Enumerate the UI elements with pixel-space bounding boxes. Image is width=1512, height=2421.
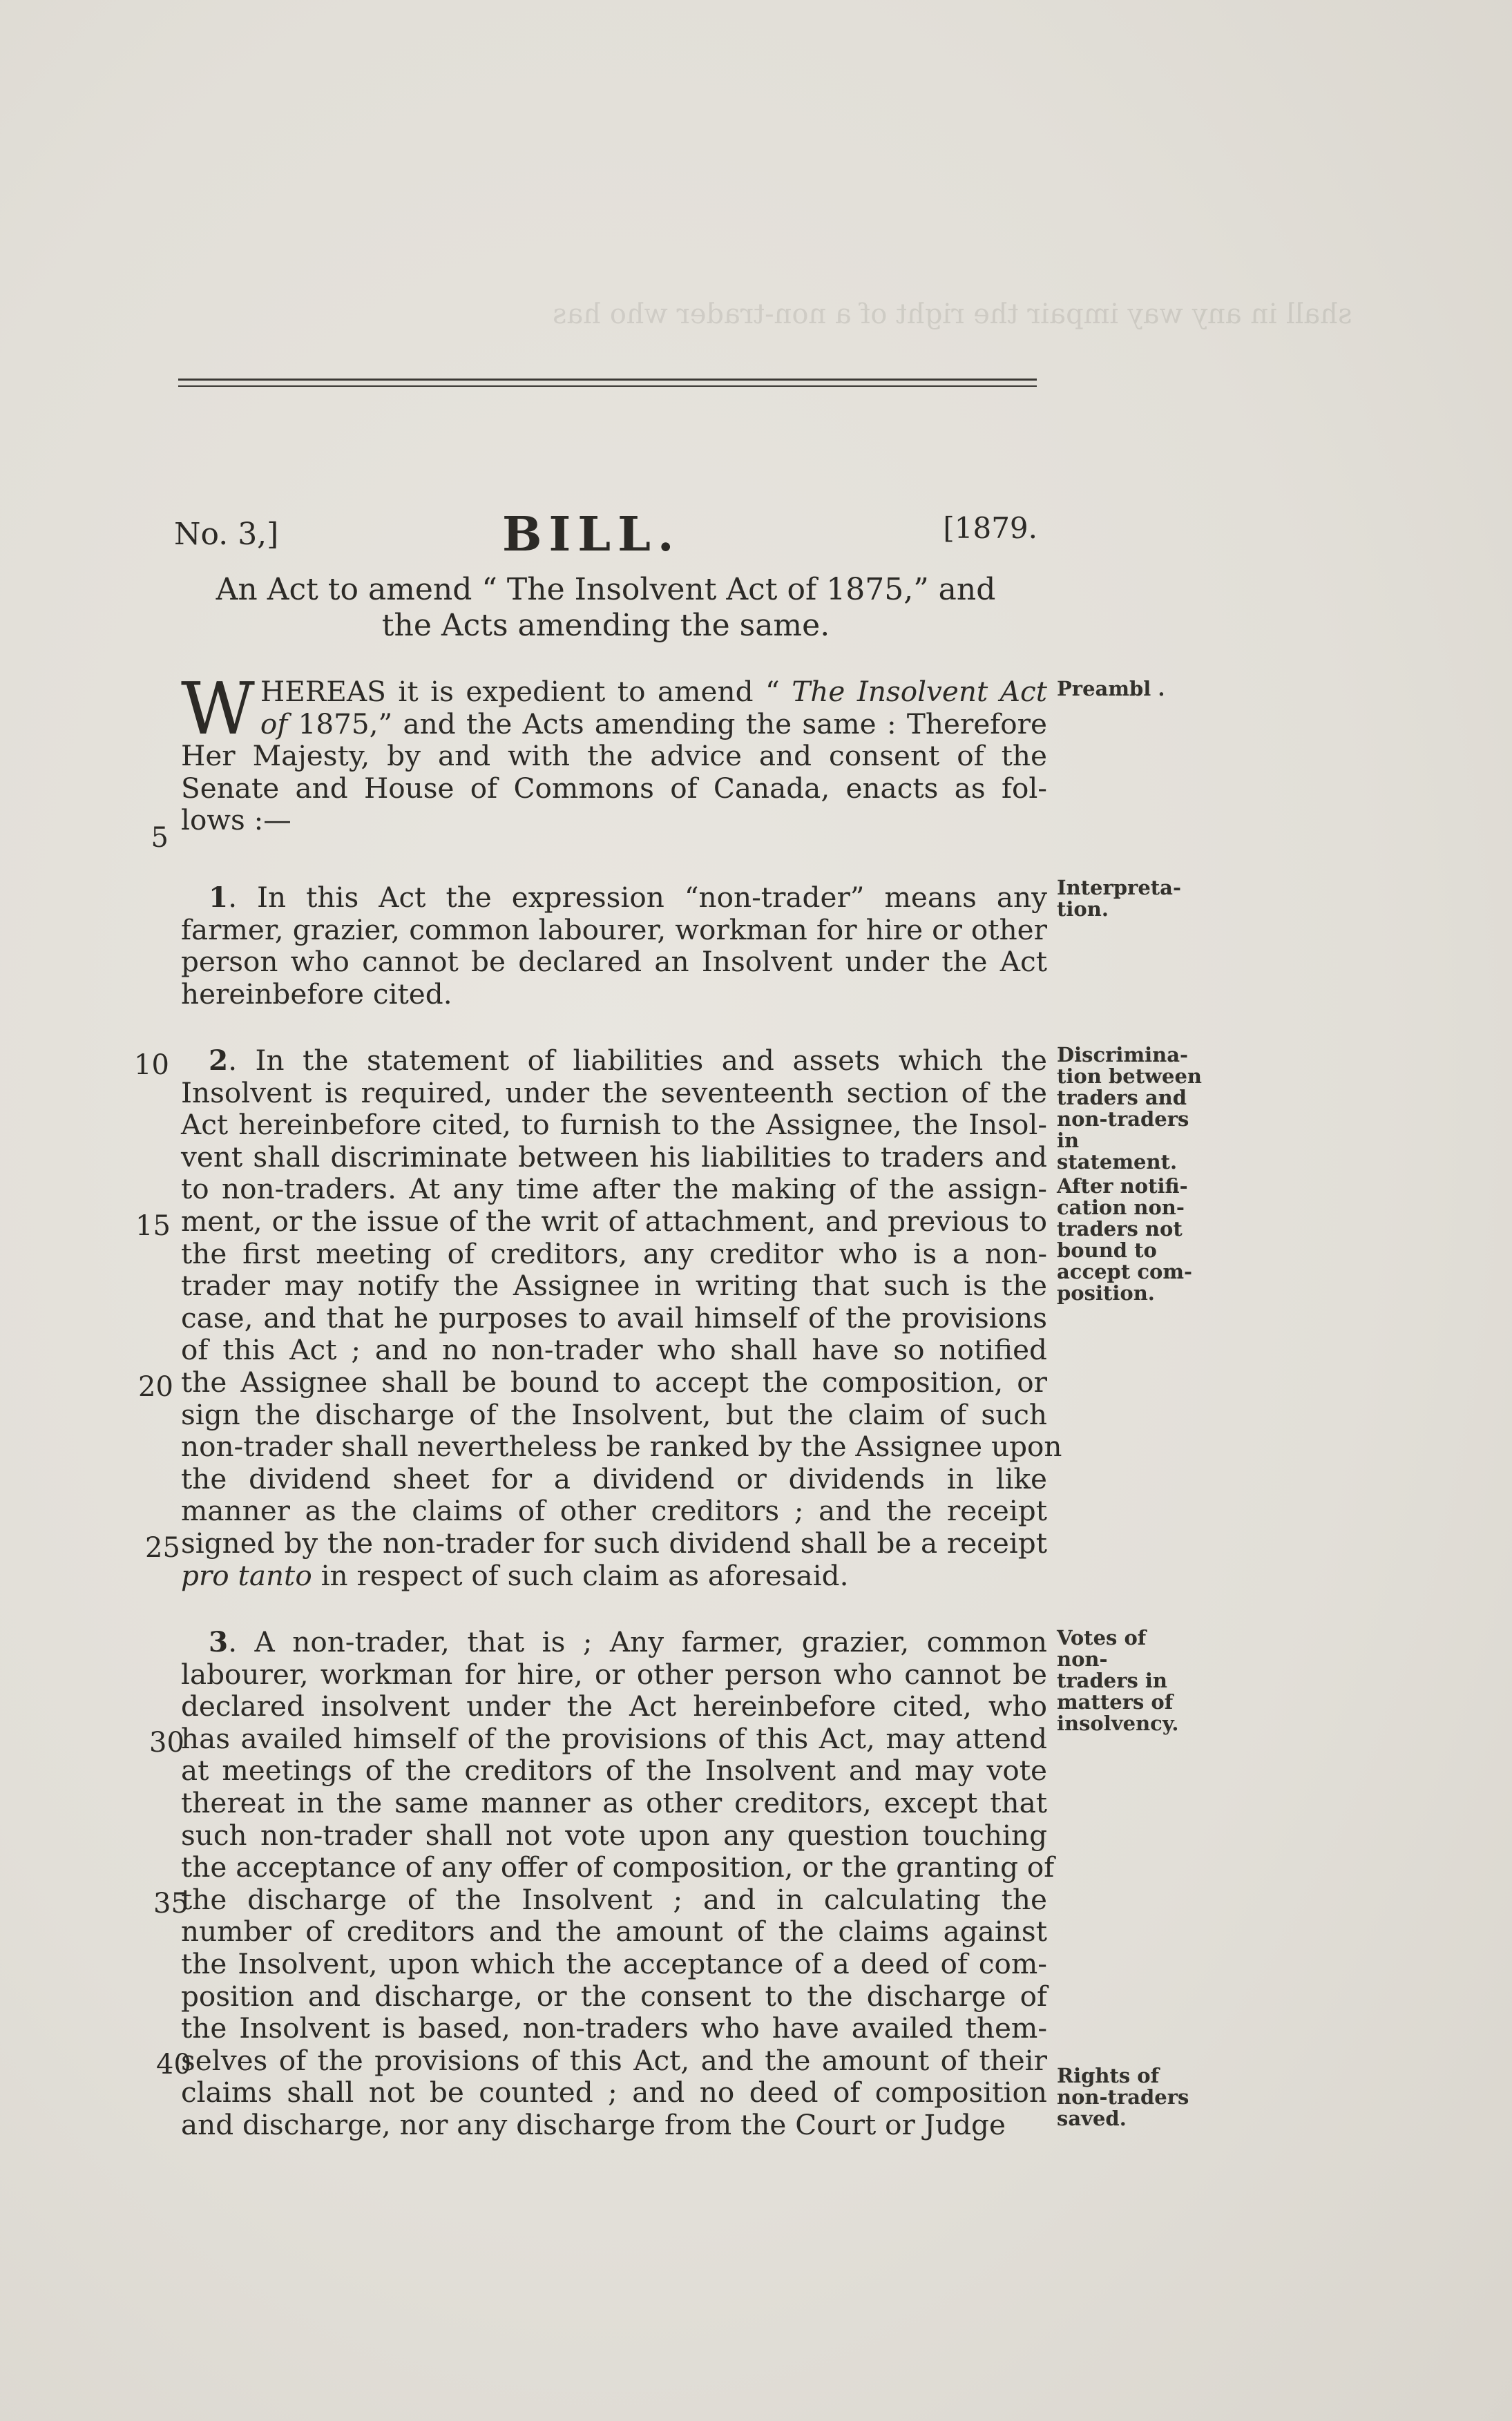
- margin-note-discrimination: Discrimina- tion between traders and non-traders in statement.: [1057, 1043, 1203, 1174]
- preamble-text: [181, 667, 1047, 837]
- section2-line-14: the dividend sheet for a dividend or dividends in like: [181, 1462, 1047, 1495]
- line-number-15: 15: [135, 1210, 171, 1242]
- section2-line-16: signed by the non-trader for such dividend shall be a receipt: [181, 1526, 1047, 1560]
- bleedthrough-text: shall in any way impair the right of a non-trader who has: [553, 298, 1352, 330]
- section3-line-12: position and discharge, or the consent to the discharge of: [181, 1979, 1047, 2013]
- top-rule-thin: [178, 385, 1037, 387]
- preamble-line-1: HEREAS it is expedient to amend “ The Insolvent Act: [260, 675, 1047, 708]
- section3-line-5: at meetings of the creditors of the Insolvent and may vote: [181, 1754, 1047, 1788]
- margin-note-interpretation: Interpreta- tion.: [1057, 876, 1182, 921]
- subtitle-line-2: the Acts amending the same.: [381, 608, 830, 643]
- section3-number: 3: [209, 1625, 229, 1658]
- section2-line-13: non-trader shall nevertheless be ranked by the Assignee upon: [181, 1430, 1062, 1464]
- margin-note-after-notification: After notifi- cation non- traders not bound to accept com- position.: [1057, 1174, 1193, 1305]
- section3-line-6: thereat in the same manner as other creditors, except that: [181, 1786, 1047, 1819]
- preamble-line-2: of 1875,” and the Acts amending the same : Therefore: [260, 707, 1047, 740]
- line-number-20: 20: [138, 1371, 173, 1403]
- section-1: [181, 881, 1047, 1010]
- section2-line-5: to non-traders. At any time after the making of the assign-: [181, 1172, 1047, 1206]
- section2-line-1: 2. In the statement of liabilities and assets which the: [209, 1044, 1047, 1077]
- line-number-30: 30: [149, 1727, 184, 1759]
- section2-line-8: trader may notify the Assignee in writing that such is the: [181, 1269, 1047, 1303]
- dropcap: W: [181, 667, 255, 751]
- line-number-35: 35: [153, 1888, 189, 1920]
- preamble-line-5: lows :—: [181, 803, 291, 837]
- section3-line-15: claims shall not be counted ; and no deed of composition: [181, 2076, 1047, 2109]
- section1-number: 1: [209, 881, 229, 914]
- section2-line-4: vent shall discriminate between his liabilities to traders and: [181, 1140, 1047, 1174]
- line-number-25: 25: [145, 1532, 180, 1564]
- section2-line-last: pro tanto in respect of such claim as aforesaid.: [181, 1558, 849, 1592]
- subtitle-line-1: An Act to amend “ The Insolvent Act of 1875,” and: [216, 572, 996, 607]
- section3-line-9: the discharge of the Insolvent ; and in calculating the: [181, 1882, 1047, 1916]
- line-number-40: 40: [156, 2049, 191, 2080]
- line-number-5: 5: [151, 822, 169, 854]
- section1-line-3: person who cannot be declared an Insolvent under the Act: [181, 945, 1047, 979]
- section2-line-7: the first meeting of creditors, any creditor who is a non-: [181, 1236, 1047, 1270]
- bill-year: [1879.: [943, 511, 1037, 545]
- section3-line-4: has availed himself of the provisions of this Act, may attend: [181, 1721, 1047, 1755]
- bill-number: No. 3,]: [174, 517, 279, 552]
- margin-note-preamble: Preambl .: [1057, 677, 1165, 700]
- section3-line-16: and discharge, nor any discharge from the Court or Judge: [181, 2107, 1006, 2141]
- preamble-line-3: Her Majesty, by and with the advice and consent of the: [181, 739, 1047, 773]
- section2-line-10: of this Act ; and no non-trader who shall have so notified: [181, 1333, 1047, 1367]
- section3-line-3: declared insolvent under the Act hereinbefore cited, who: [181, 1690, 1047, 1723]
- section2-line-15: manner as the claims of other creditors ; and the receipt: [181, 1494, 1047, 1528]
- margin-note-votes: Votes of non- traders in matters of insolvency.: [1057, 1626, 1179, 1735]
- section2-line-9: case, and that he purposes to avail himself of the provisions: [181, 1301, 1047, 1334]
- section1-line-4: hereinbefore cited.: [181, 977, 452, 1011]
- line-number-10: 10: [134, 1049, 169, 1081]
- section2-line-6: ment, or the issue of the writ of attachment, and previous to: [181, 1204, 1047, 1238]
- section3-line-2: labourer, workman for hire, or other person who cannot be: [181, 1657, 1047, 1691]
- bill-title: BILL.: [502, 507, 681, 562]
- section-3: [181, 1625, 1055, 2141]
- section3-line-10: number of creditors and the amount of the claims against: [181, 1915, 1047, 1949]
- top-rule: [178, 379, 1037, 381]
- section3-line-11: the Insolvent, upon which the acceptance of a deed of com-: [181, 1946, 1047, 1980]
- section3-line-7: such non-trader shall not vote upon any question touching: [181, 1818, 1047, 1852]
- section2-number: 2: [209, 1044, 229, 1077]
- bill-header: [174, 507, 1037, 562]
- preamble-line-4: Senate and House of Commons of Canada, enacts as fol-: [181, 771, 1047, 805]
- section2-line-12: sign the discharge of the Insolvent, but the claim of such: [181, 1397, 1047, 1431]
- bill-subtitle: [174, 572, 1037, 644]
- section1-line-1: 1. In this Act the expression “non-trader” means any: [209, 881, 1047, 914]
- section2-line-2: Insolvent is required, under the seventeenth section of the: [181, 1075, 1047, 1109]
- section3-line-14: selves of the provisions of this Act, and the amount of their: [181, 2043, 1047, 2077]
- section3-line-13: the Insolvent is based, non-traders who have availed them-: [181, 2011, 1047, 2045]
- section2-line-11: the Assignee shall be bound to accept the composition, or: [181, 1365, 1047, 1399]
- section2-line-3: Act hereinbefore cited, to furnish to the Assignee, the Insol-: [181, 1108, 1047, 1142]
- margin-note-rights: Rights of non-traders saved.: [1057, 2064, 1189, 2130]
- section3-line-1: 3. A non-trader, that is ; Any farmer, grazier, common: [209, 1625, 1047, 1658]
- section1-line-2: farmer, grazier, common labourer, workman for hire or other: [181, 912, 1047, 946]
- section-2: [181, 1044, 1062, 1592]
- section3-line-8: the acceptance of any offer of composition, or the granting of: [181, 1850, 1055, 1884]
